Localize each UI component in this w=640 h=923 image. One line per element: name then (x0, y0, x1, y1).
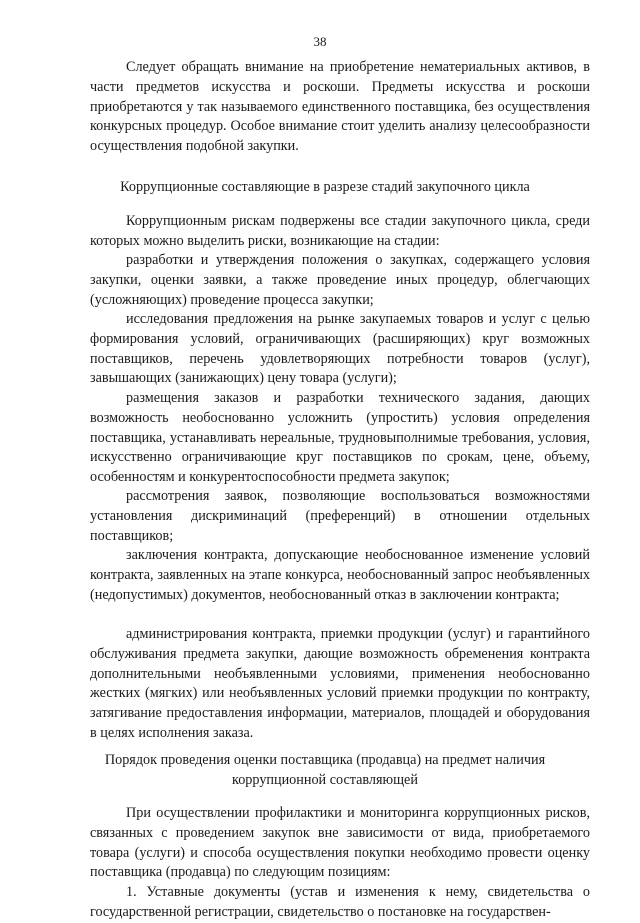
stage-item-1: разработки и утверждения положения о закупках, содержащего условия закупки, оценки заявки, а также проведение иных процедур, облегчающих (усложняющих) проведение процесса закупки; (90, 252, 590, 308)
stage-item-5: заключения контракта, допускающие необоснованное изменение условий контракта, заявленных на этапе конкурса, необоснованный запрос необъявленных (недопустимых) документов, необоснованный отказ в заключении контракта; (90, 547, 590, 603)
stage-item-3: размещения заказов и разработки технического задания, дающих возможность необоснованно усложнить (упростить) условия определения поставщика, устанавливать нереальные, трудновыполнимые требования, условия, искусственно ограничивающие круг поставщиков по срокам, цене, объему, особенностям и конкурентоспособности предмета закупок; (90, 390, 590, 486)
stage-item-2: исследования предложения на рынке закупаемых товаров и услуг с целью формирования условий, ограничивающих (расширяющих) круг возможных поставщиков, перечень удовлетворяющих потребности товаров (услуг), завышающих (занижающих) цену товара (услуги); (90, 311, 590, 387)
stage-item-4: рассмотрения заявок, позволяющие воспользоваться возможностями установления дискриминаций (преференций) в отношении отдельных поставщиков; (90, 488, 590, 544)
list-item-1: 1. Уставные документы (устав и изменения к нему, свидетельства о государственной регистрации, свидетельство о постановке на государствен- (90, 884, 590, 920)
paragraph-intro: Следует обращать внимание на приобретение нематериальных активов, в части предметов искусства и роскоши. Предметы искусства и роскоши приобретаются у так называемого единственного поставщика, без осуществления конкурсных процедур. Особое внимание стоит уделить анализу целесообразности осуществления подобной закупки. (90, 59, 590, 155)
heading-assessment: Порядок проведения оценки поставщика (продавца) на предмет наличия коррупционной составляющей (104, 752, 546, 788)
page-number: 38 (313, 34, 327, 49)
paragraph-assessment: При осуществлении профилактики и мониторинга коррупционных рисков, связанных с проведением закупок вне зависимости от вида, приобретаемого товара (услуги) и способа осуществления покупки необходимо провести оценку поставщика (продавца) по следующим позициям: (90, 805, 590, 881)
heading-stages: Коррупционные составляющие в разрезе стадий закупочного цикла (120, 179, 530, 195)
paragraph-stages-intro: Коррупционным рискам подвержены все стадии закупочного цикла, среди которых можно выделить риски, возникающие на стадии: (90, 213, 590, 249)
stage-item-6: администрирования контракта, приемки продукции (услуг) и гарантийного обслуживания предмета закупки, дающие возможность обременения контракта дополнительными необъявленными условиями, применения необоснованно жестких (мягких) или необъявленных условий приемки продукции по контракту, затягивание предоставления информации, материалов, площадей и оборудования в целях исполнения заказа. (90, 626, 590, 741)
